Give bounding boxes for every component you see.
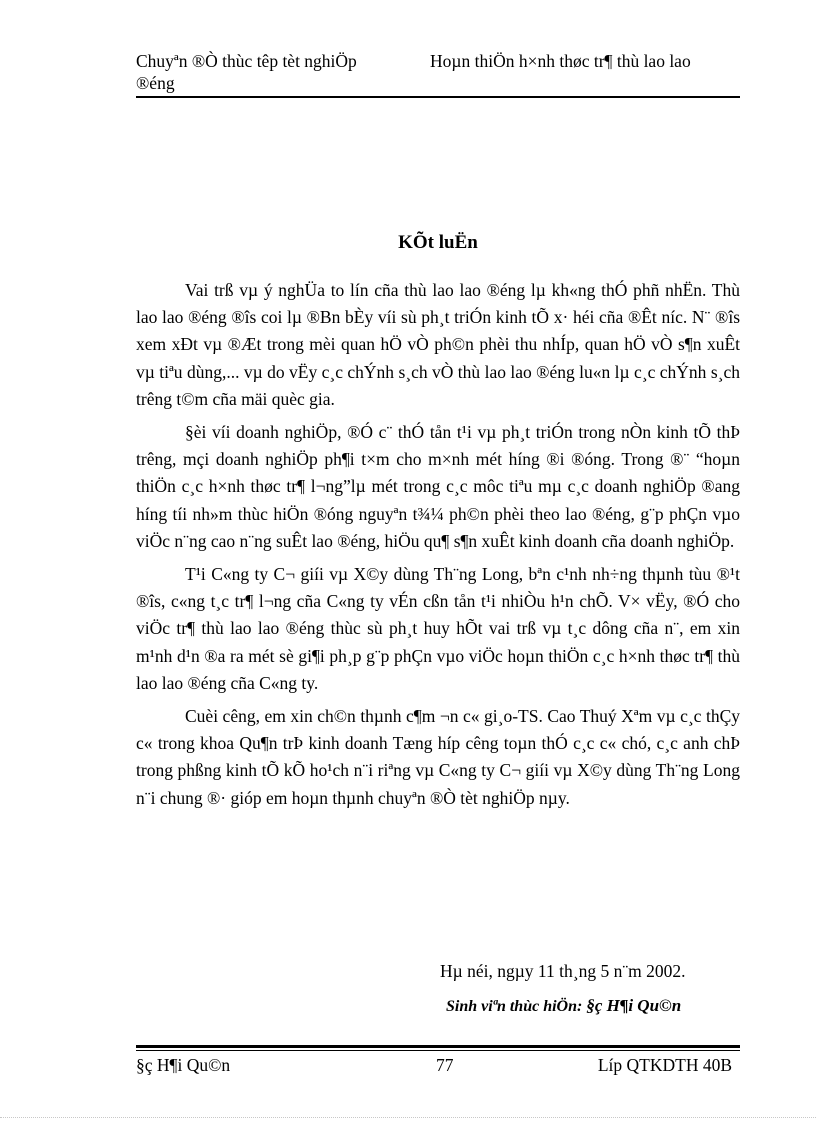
footer-author: §ç H¶i Qu©n <box>136 1055 231 1075</box>
section-title: KÕt luËn <box>398 232 478 253</box>
signature-label: Sinh viªn thùc hiÖn: <box>446 998 583 1015</box>
place-date: Hµ néi, ngµy 11 th¸ng 5 n¨m 2002. <box>440 961 686 981</box>
signature-name: §ç H¶i Qu©n <box>586 996 682 1015</box>
paragraph-1: Vai trß vµ ý nghÜa to lín cña thù lao lao ®éng lµ kh«ng thÓ phñ nhËn. Thù lao lao ®éng ®îs coi lµ ®Bn bÈy víi sù ph¸t triÓn kinh tÕ x· héi cña ®Êt níc. N¨ ®îs xem xÐt vµ ®Æt trong mèi quan hÖ vÒ ph©n phèi thu nhÍp, quan hÖ vÒ s¶n xuÊt vµ tiªu dùng,... vµ do vËy c¸c chÝnh s¸ch vÒ thù lao lao ®éng lu«n lµ c¸c chÝnh s¸ch trêng t©m cña mäi quèc gia. <box>136 280 740 409</box>
page-number: 77 <box>436 1055 454 1075</box>
page-edge-divider <box>0 1117 816 1118</box>
header-rule <box>136 96 740 98</box>
body-text <box>136 277 740 818</box>
header-left <box>136 50 426 94</box>
footer-class: Líp QTKDTH 40B <box>597 1055 732 1075</box>
paragraph-2: §èi víi doanh nghiÖp, ®Ó c¨ thÓ tån t¹i vµ ph¸t triÓn trong nÒn kinh tÕ thÞ trêng, mçi doanh nghiÖp ph¶i t×m cho m×nh mét híng ®i ®óng. Trong ®¨ “hoµn thiÖn c¸c h×nh thøc tr¶ l¬ng”lµ mét trong c¸c môc tiªu mµ c¸c doanh nghiÖp ®ang híng tíi nh»m thùc hiÖn ®óng nguyªn t¾¼ ph©n phèi theo lao ®éng, g¨p phÇn vµo viÖc n¨ng cao n¨ng suÊt lao ®éng, hiÖu qu¶ s¶n xuÊt kinh doanh cña doanh nghiÖp. <box>136 422 740 551</box>
header-right: Hoµn thiÖn h×nh thøc tr¶ thù lao lao <box>430 51 691 71</box>
paragraph-3: T¹i C«ng ty C¬ giíi vµ X©y dùng Th¨ng Long, bªn c¹nh nh÷ng thµnh tùu ®¹t ®îs, c«ng t¸c tr¶ l¬ng cña C«ng ty vÉn cßn tån t¹i nhiÒu h¹n chÕ. V× vËy, ®Ó cho viÖc tr¶ thù lao lao ®éng thùc sù ph¸t huy hÕt vai trß vµ t¸c dông cña n¨, em xin m¹nh d¹n ®a ra mét sè gi¶i ph¸p g¨p phÇn vµo viÖc hoµn thiÖn c¸c h×nh thøc tr¶ thù lao lao ®éng cña C«ng ty. <box>136 564 740 693</box>
header-left-continued: ®éng <box>136 73 175 93</box>
page-header <box>136 50 740 98</box>
paragraph-4: Cuèi cêng, em xin ch©n thµnh c¶m ¬n c« gi¸o-TS. Cao Thuý Xªm vµ c¸c thÇy c« trong khoa Qu¶n trÞ kinh doanh Tæng híp cêng toµn thÓ c¸c c« chó, c¸c anh chÞ trong phßng kinh tÕ kÕ ho¹ch n¨i riªng vµ C«ng ty C¬ giíi vµ X©y dùng Th¨ng Long n¨i chung ®· gióp em hoµn thµnh chuyªn ®Ò tèt nghiÖp nµy. <box>136 706 740 808</box>
footer-rule-thin <box>136 1050 740 1051</box>
signature-line <box>446 996 681 1016</box>
header-left-text: Chuyªn ®Ò thùc têp tèt nghiÖp <box>136 51 357 71</box>
footer-rule-thick <box>136 1045 740 1048</box>
